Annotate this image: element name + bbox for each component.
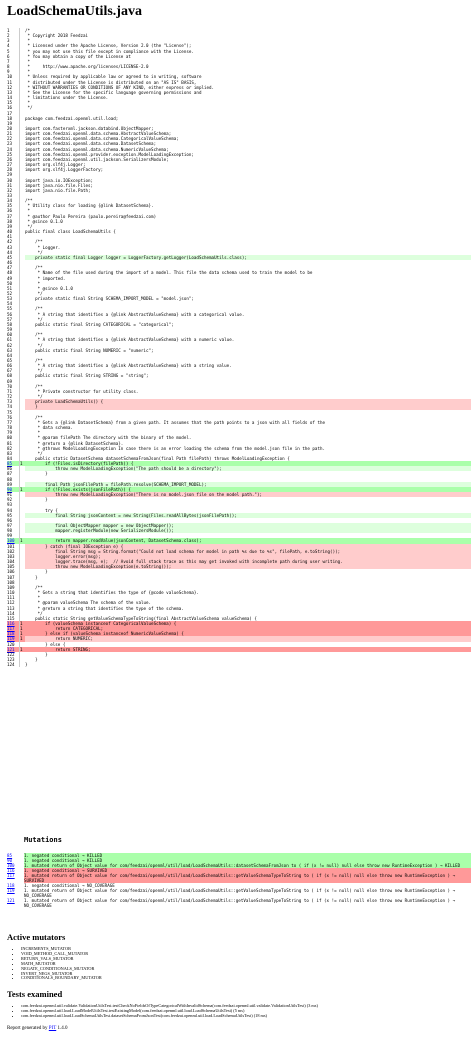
line-number: 58	[7, 321, 13, 327]
source-code-line: */	[25, 223, 33, 229]
line-number: 37	[7, 213, 13, 219]
mutator-item: • INCREMENTS_MUTATOR	[21, 947, 102, 952]
line-number: 43	[7, 244, 13, 250]
line-number: 92	[7, 497, 13, 503]
line-number: 73	[7, 399, 13, 405]
line-number: 94	[7, 507, 13, 513]
source-code-line: * A string that identifies a {@link AbstractValueSchema} with a categorical value.	[25, 311, 245, 317]
mutator-item: • NEGATE_CONDITIONALS_MUTATOR	[21, 967, 102, 972]
line-number: 69	[7, 378, 13, 384]
source-code-line: * limitations under the License.	[25, 95, 109, 101]
source-code-line: * @param valueSchema The schema of the value.	[25, 600, 152, 606]
pit-link[interactable]: PIT	[48, 1026, 57, 1031]
line-number: 13	[7, 89, 13, 95]
source-code-line: final String msg = String.format("Could not load schema for model in path %s due to %s", filePath, e.toString());	[25, 549, 471, 554]
source-code-line: final String jsonContent = new String(Files.readAllBytes(jsonFilePath));	[25, 513, 471, 518]
mutation-count: 1	[20, 538, 26, 543]
mutation-count: 1	[20, 631, 26, 636]
line-number: 123	[7, 657, 15, 663]
source-code-line: /**	[25, 306, 43, 312]
line-number: 30	[7, 177, 13, 183]
source-code-line: * @since 0.1.0	[25, 285, 73, 291]
line-number: 53	[7, 296, 13, 302]
source-code-line: */	[25, 316, 43, 322]
line-number: 122	[7, 651, 15, 657]
line-number: 97	[7, 523, 13, 528]
line-number: 78	[7, 425, 13, 431]
mutation-description: 1. negated conditional → KILLED	[24, 858, 471, 863]
source-code-line: *	[25, 58, 31, 64]
line-number: 5	[7, 48, 10, 54]
source-code-line: if (!Files.exists(jsonFilePath)) {	[25, 487, 471, 492]
line-number: 66	[7, 363, 13, 369]
source-code-line: * distributed under the License is distributed on an "AS IS" BASIS,	[25, 79, 197, 85]
line-number: 38	[7, 218, 13, 224]
line-number: 84	[7, 455, 13, 461]
source-code-line: * WITHOUT WARRANTIES OR CONDITIONS OF ANY KIND, either express or implied.	[25, 84, 215, 90]
source-code-line: * Private constructor for utility class.	[25, 388, 139, 394]
line-number: 45	[7, 254, 13, 260]
mutator-item: • MATH_MUTATOR	[21, 962, 102, 967]
source-code-line: /**	[25, 265, 43, 271]
source-code-line: if (!Files.isDirectory(filePath)) {	[25, 461, 471, 466]
line-number: 70	[7, 383, 13, 389]
source-code-line: mapper.registerModule(new SerializersModule());	[25, 528, 471, 533]
mutator-item: • RETURN_VALS_MUTATOR	[21, 957, 102, 962]
line-number[interactable]: 119	[7, 636, 15, 642]
line-number: 35	[7, 203, 13, 209]
source-code-line: import java.nio.file.Path;	[25, 187, 91, 193]
line-number: 39	[7, 223, 13, 229]
source-code-line: * Unless required by applicable law or agreed to in writing, software	[25, 74, 202, 80]
source-code-line: * http://www.apache.org/licenses/LICENSE-2.0	[25, 64, 149, 70]
source-code-line: *	[25, 430, 41, 436]
mutation-row	[7, 873, 471, 883]
line-number: 113	[7, 605, 15, 611]
source-code-line: */	[25, 290, 43, 296]
source-code-line: }	[25, 662, 28, 668]
line-number: 91	[7, 492, 13, 498]
line-number: 17	[7, 110, 13, 116]
source-code-line: } else {	[25, 641, 66, 647]
source-code-line: final Path jsonFilePath = filePath.resolve(SCHEMA_IMPORT_MODEL);	[25, 482, 471, 487]
line-number: 47	[7, 265, 13, 271]
mutation-description: 1. negated conditional → NO_COVERAGE	[24, 883, 471, 888]
source-code-line: public final class LoadSchemaUtils {	[25, 229, 116, 235]
source-code-line: */	[25, 249, 43, 255]
source-code-line: * you may not use this file except in compliance with the License.	[25, 48, 194, 54]
line-number: 76	[7, 414, 13, 420]
line-number: 68	[7, 373, 13, 379]
source-line	[7, 662, 471, 667]
line-number: 25	[7, 151, 13, 157]
source-code-line: * @throws ModelLoadingException In case there is an error loading the schema from the model.json file in the path.	[25, 445, 326, 451]
source-code-line: }	[25, 471, 48, 477]
mutation-line-link[interactable]: 90	[7, 858, 13, 863]
mutation-row	[7, 888, 471, 898]
line-number: 8	[7, 64, 10, 70]
line-number: 55	[7, 306, 13, 312]
source-code-line: */	[25, 610, 43, 616]
source-code-line: * Licensed under the Apache License, Version 2.0 (the "License");	[25, 43, 192, 49]
source-code-line: }	[25, 651, 48, 657]
source-code-line: *	[25, 595, 41, 601]
mutation-count: 1	[20, 626, 26, 631]
line-number: 63	[7, 347, 13, 353]
mutation-count: 1	[20, 461, 26, 466]
source-code-line: } else if (valueSchema instanceof NumericValueSchema) {	[25, 631, 471, 636]
source-code-line: import com.fasterxml.jackson.databind.ObjectMapper;	[25, 125, 154, 131]
line-number: 60	[7, 332, 13, 338]
line-number: 2	[7, 33, 10, 39]
mutator-item: • CONDITIONALS_BOUNDARY_MUTATOR	[21, 976, 102, 981]
line-number: 46	[7, 260, 13, 266]
mutation-line-link[interactable]: 119	[7, 888, 15, 893]
line-number: 14	[7, 95, 13, 101]
source-code-line: package com.feedzai.openml.util.load;	[25, 115, 119, 121]
line-number: 101	[7, 543, 15, 549]
line-number: 6	[7, 53, 10, 59]
line-number: 111	[7, 595, 15, 601]
source-code-line: public static final String CATEGORICAL = "categorical";	[25, 321, 174, 327]
line-number: 29	[7, 172, 13, 178]
source-code-line: return NUMERIC;	[25, 636, 471, 641]
source-code-line: import com.feedzai.openml.data.schema.AbstractValueSchema;	[25, 131, 172, 137]
source-code-line: */	[25, 368, 43, 374]
mutation-description: 1. mutated return of Object value for com/feedzai/openml/util/load/LoadSchemaUtils::datasetSchemaFromJson to ( if (x != null) null else throw new RuntimeException ) → KILLED	[24, 863, 471, 868]
line-number: 77	[7, 419, 13, 425]
page-title: LoadSchemaUtils.java	[7, 4, 142, 19]
line-number: 28	[7, 167, 13, 173]
line-number: 24	[7, 146, 13, 152]
mutation-line-link[interactable]: 117	[7, 873, 15, 878]
line-number: 50	[7, 280, 13, 286]
mutation-line-link[interactable]: 116	[7, 868, 15, 873]
source-code-line: /**	[25, 584, 43, 590]
source-code-line: throw new ModelLoadingException("The path should be a directory");	[25, 466, 471, 471]
source-code-line: import org.slf4j.Logger;	[25, 162, 86, 168]
source-code-line: * @return a {@link DatasetSchema}.	[25, 440, 124, 446]
line-number: 79	[7, 430, 13, 436]
line-number: 74	[7, 404, 13, 410]
line-number: 15	[7, 100, 13, 106]
line-number: 108	[7, 579, 15, 585]
source-code-line: private static final String SCHEMA_IMPORT_MODEL = "model.json";	[25, 296, 194, 302]
source-code-line: /**	[25, 358, 43, 363]
source-code-line: */	[25, 105, 33, 111]
source-code-line: * imported.	[25, 275, 66, 281]
line-number: 21	[7, 131, 13, 137]
line-number[interactable]: 118	[7, 631, 15, 637]
mutation-count: 1	[20, 647, 26, 652]
line-number: 95	[7, 512, 13, 518]
mutation-description: 1. negated conditional → SURVIVED	[24, 868, 471, 873]
line-number: 102	[7, 548, 15, 554]
mutation-line-link[interactable]: 121	[7, 898, 15, 903]
line-number: 12	[7, 84, 13, 90]
line-number: 1	[7, 28, 10, 33]
source-code-line: import com.feedzai.openml.provider.exception.ModelLoadingException;	[25, 151, 194, 157]
source-code-line: return STRING;	[25, 647, 471, 652]
line-number: 110	[7, 590, 15, 596]
mutation-line-link[interactable]: 100	[7, 863, 15, 868]
active-mutators-heading: Active mutators	[7, 932, 66, 942]
source-code-line: * A string that identifies a {@link AbstractValueSchema} with a numeric value.	[25, 337, 235, 343]
source-code-line: /**	[25, 332, 43, 338]
line-number[interactable]: 100	[7, 538, 15, 544]
source-code-line: public static final String STRING = "string";	[25, 373, 149, 379]
source-code-line: import com.feedzai.openml.util.jackson.SerializersModule;	[25, 156, 169, 162]
line-number: 54	[7, 301, 13, 307]
line-number: 7	[7, 58, 10, 64]
line-number: 120	[7, 641, 15, 647]
line-number: 89	[7, 481, 13, 487]
line-number: 20	[7, 125, 13, 131]
line-number: 81	[7, 440, 13, 446]
source-code-line: * Gets a {@link DatasetSchema} from a given path. It assumes that the path points to a json with all fields of the	[25, 419, 326, 425]
line-number: 59	[7, 327, 13, 333]
line-number[interactable]: 90	[7, 486, 13, 492]
line-number: 18	[7, 115, 13, 121]
source-code-line: }	[25, 574, 38, 580]
line-number: 56	[7, 311, 13, 317]
line-number: 104	[7, 559, 15, 565]
source-code-line: import com.feedzai.openml.data.schema.CategoricalValueSchema;	[25, 136, 179, 142]
source-code-line: /*	[25, 28, 31, 33]
line-number: 83	[7, 450, 13, 456]
line-number: 67	[7, 368, 13, 374]
mutation-description: 1. negated conditional → KILLED	[24, 853, 471, 858]
line-number: 103	[7, 553, 15, 559]
line-number: 124	[7, 662, 15, 668]
line-number: 52	[7, 290, 13, 296]
line-number: 75	[7, 409, 13, 415]
line-number: 44	[7, 249, 13, 255]
source-code-line: throw new ModelLoadingException("There is no model.json file on the model path.");	[25, 492, 471, 497]
line-number: 115	[7, 615, 15, 621]
source-code-line: throw new ModelLoadingException(e.toString());	[25, 564, 471, 569]
source-code-line: * A string that identifies a {@link AbstractValueSchema} with a string value.	[25, 363, 232, 369]
line-number: 88	[7, 476, 13, 482]
footer-prefix: Report generated by	[7, 1026, 49, 1031]
source-code-line: /**	[25, 239, 43, 245]
line-number: 11	[7, 79, 13, 85]
source-code-line: /**	[25, 414, 43, 420]
line-number: 87	[7, 471, 13, 477]
line-number[interactable]: 116	[7, 620, 15, 626]
mutator-item: • INVERT_NEGS_MUTATOR	[21, 972, 102, 977]
source-code-line: public static String getValueSchemaTypeToString(final AbstractValueSchema valueSchema) {	[25, 615, 257, 621]
line-number: 41	[7, 234, 13, 240]
source-code-line: *	[25, 38, 31, 44]
report-footer	[7, 1026, 67, 1031]
line-number[interactable]: 85	[7, 461, 13, 467]
mutation-row	[7, 898, 471, 908]
mutation-count: 1	[20, 636, 26, 641]
mutation-description: 1. mutated return of Object value for com/feedzai/openml/util/load/LoadSchemaUtils::getValueSchemaTypeToString to ( if (x != null) null else throw new RuntimeException ) → NO_COVERAGE	[24, 898, 471, 908]
line-number: 93	[7, 502, 13, 508]
source-code-line: *	[25, 208, 31, 214]
source-code-line: logger.error(msg);	[25, 554, 471, 559]
source-code-line: return CATEGORICAL;	[25, 626, 471, 631]
active-mutators-list	[7, 947, 102, 981]
source-code-line: }	[25, 657, 38, 663]
line-number: 48	[7, 270, 13, 276]
line-number: 9	[7, 69, 10, 75]
source-code-line: /**	[25, 198, 33, 204]
source-code-line: public static final String NUMERIC = "numeric";	[25, 347, 154, 353]
source-code-line: */	[25, 394, 43, 400]
source-code-line: import org.slf4j.LoggerFactory;	[25, 167, 104, 173]
source-code-line: * data schema.	[25, 425, 73, 431]
line-number: 22	[7, 136, 13, 142]
source-code-table	[7, 28, 471, 667]
tests-examined-list	[7, 1004, 318, 1019]
source-code-line: * Logger.	[25, 244, 61, 250]
source-code-line: *	[25, 280, 41, 286]
line-number: 62	[7, 342, 13, 348]
line-number: 65	[7, 358, 13, 363]
test-item: • com.feedzai.openml.util.load.LoadModelUtilsTest.testExistingModel(com.feedzai.openml.util.load.LoadSchemaUtilsTest) (5 ms)	[21, 1009, 318, 1014]
line-number: 80	[7, 435, 13, 441]
source-code-line: * @return a string that identifies the type of the schema.	[25, 605, 184, 611]
source-code-line: /**	[25, 383, 43, 389]
line-number: 96	[7, 517, 13, 523]
source-code-line: * Copyright 2018 Feedzai	[25, 33, 89, 39]
line-number: 107	[7, 574, 15, 580]
source-code-line: import java.io.IOException;	[25, 177, 94, 183]
tests-examined-heading: Tests examined	[7, 989, 63, 999]
line-number: 32	[7, 187, 13, 193]
line-number: 34	[7, 198, 13, 204]
source-code-line: }	[25, 404, 471, 409]
line-number: 36	[7, 208, 13, 214]
source-code-line: * Name of the file used during the import of a model. This file the data schema used to train the model to be	[25, 270, 313, 276]
line-number: 16	[7, 105, 13, 111]
source-code-line: logger.trace(msg, e); // Avoid full stack trace as this may get invoked with incomplete path during user writing.	[25, 559, 471, 564]
source-code-line: *	[25, 100, 31, 106]
source-code-line: } catch (final IOException e) {	[25, 544, 471, 549]
line-number: 82	[7, 445, 13, 451]
line-number: 26	[7, 156, 13, 162]
source-code-line: private LoadSchemaUtils() {	[25, 399, 471, 404]
source-code-line: import com.feedzai.openml.data.schema.DatasetSchema;	[25, 141, 157, 147]
mutations-table	[7, 853, 471, 908]
line-number: 33	[7, 193, 13, 198]
source-code-line: return mapper.readValue(jsonContent, DatasetSchema.class);	[25, 538, 471, 543]
source-code-line: if (valueSchema instanceof CategoricalValueSchema) {	[25, 621, 471, 626]
footer-suffix: 1.4.0	[56, 1026, 68, 1031]
mutation-description: 1. mutated return of Object value for com/feedzai/openml/util/load/LoadSchemaUtils::getValueSchemaTypeToString to ( if (x != null) null else throw new RuntimeException ) → NO_COVERAGE	[24, 888, 471, 898]
source-code-line: }	[25, 497, 48, 503]
line-number: 23	[7, 141, 13, 147]
line-number: 10	[7, 74, 13, 80]
mutator-item: • VOID_METHOD_CALL_MUTATOR	[21, 952, 102, 957]
line-number: 72	[7, 394, 13, 400]
source-code-line: }	[25, 569, 48, 575]
mutation-count: 1	[20, 621, 26, 626]
source-code-line: * @since 0.1.0	[25, 218, 63, 224]
line-number: 105	[7, 564, 15, 570]
line-number: 31	[7, 182, 13, 188]
line-number: 57	[7, 316, 13, 322]
mutation-line-link[interactable]: 118	[7, 883, 15, 888]
line-number: 4	[7, 43, 10, 49]
source-code-line: * @param filePath The directory with the binary of the model.	[25, 435, 192, 441]
source-code-line: try {	[25, 507, 58, 513]
line-number[interactable]: 117	[7, 626, 15, 632]
source-code-line: * @author Paulo Pereira (paulo.pereira@feedzai.com)	[25, 213, 157, 219]
line-number: 61	[7, 337, 13, 343]
mutations-heading: Mutations	[24, 836, 62, 844]
source-code-line: public static DatasetSchema datasetSchemaFromJson(final Path filePath) throws ModelLoadingException {	[25, 455, 290, 461]
line-number: 64	[7, 352, 13, 358]
source-code-line: private static final Logger logger = LoggerFactory.getLogger(LoadSchemaUtils.class);	[25, 255, 471, 260]
source-code-line: * You may obtain a copy of the License at	[25, 53, 131, 59]
line-number[interactable]: 121	[7, 646, 15, 652]
line-number: 40	[7, 229, 13, 235]
test-item: • com.feedzai.openml.util.validate.ValidationUtilsTest.testCheckNoFieldsOfTypeCategoricalWithInvalidSchema(com.feedzai.openml.util.validate.ValidationUtilsTest) (3 ms)	[21, 1004, 318, 1009]
source-code-line: *	[25, 69, 31, 75]
source-code-line: */	[25, 450, 43, 456]
line-number: 114	[7, 610, 15, 616]
source-code-line: * Utility class for loading {@link DatasetSchema}.	[25, 203, 154, 209]
line-number: 27	[7, 162, 13, 168]
line-number: 42	[7, 239, 13, 245]
line-number: 71	[7, 388, 13, 394]
line-number: 106	[7, 569, 15, 575]
source-code-line: import com.feedzai.openml.data.schema.NumericValueSchema;	[25, 146, 169, 152]
line-number: 109	[7, 584, 15, 590]
mutation-line-link[interactable]: 85	[7, 853, 13, 858]
source-code-line: * Gets a string that identifies the type of {@code valueSchema}.	[25, 590, 199, 596]
line-number: 98	[7, 528, 13, 534]
line-number: 49	[7, 275, 13, 281]
source-code-line: final ObjectMapper mapper = new ObjectMapper();	[25, 523, 471, 528]
mutation-count: 1	[20, 487, 26, 492]
mutation-description: 1. mutated return of Object value for com/feedzai/openml/util/load/LoadSchemaUtils::getValueSchemaTypeToString to ( if (x != null) null else throw new RuntimeException ) → SURVIVED	[24, 873, 471, 883]
test-item: • com.feedzai.openml.util.load.LoadSchemaUtilsTest.datasetSchemaFromJsonTest(com.feedzai.openml.util.load.LoadSchemaUtilsTest) (18 ms)	[21, 1014, 318, 1019]
line-number: 51	[7, 285, 13, 291]
line-number: 3	[7, 38, 10, 44]
line-number: 19	[7, 120, 13, 126]
line-number: 86	[7, 466, 13, 472]
source-code-line: */	[25, 342, 43, 348]
source-code-line: import java.nio.file.Files;	[25, 182, 94, 188]
source-code-line: * See the License for the specific language governing permissions and	[25, 89, 202, 95]
line-number: 112	[7, 600, 15, 606]
line-number: 99	[7, 533, 13, 539]
